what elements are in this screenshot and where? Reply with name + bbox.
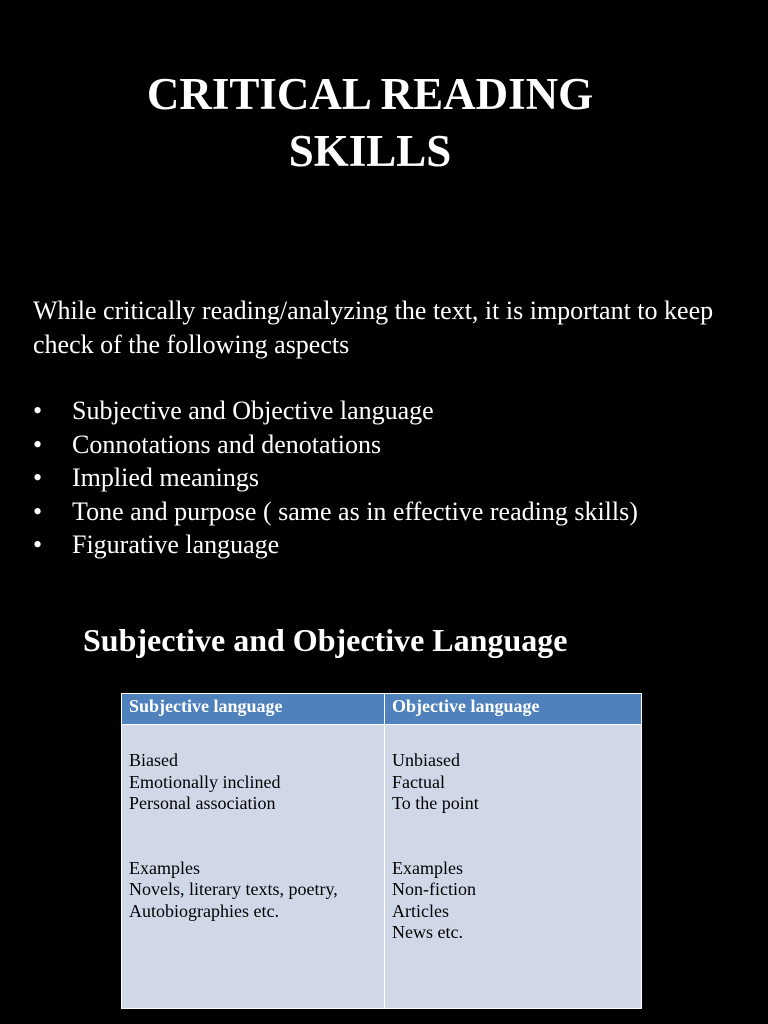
bullet-icon: • [33, 496, 43, 526]
table-row [122, 725, 642, 1009]
subjective-example: Autobiographies etc. [129, 900, 279, 921]
list-item-text: Tone and purpose ( same as in effective reading skills) [72, 496, 638, 526]
cell-spacer [129, 815, 377, 858]
bullet-icon: • [33, 530, 43, 559]
objective-examples-label: Examples [392, 857, 463, 878]
subjective-examples-label: Examples [129, 857, 200, 878]
comparison-table [121, 693, 642, 1009]
column-header-objective: Objective language [385, 694, 642, 725]
subjective-trait: Emotionally inclined [129, 771, 281, 792]
list-item-text: Figurative language [72, 530, 280, 559]
objective-trait: Factual [392, 771, 445, 792]
subjective-trait: Personal association [129, 793, 276, 813]
list-item-text: Connotations and denotations [72, 429, 382, 459]
aspects-list [33, 394, 638, 562]
list-item-text: Implied meanings [72, 463, 260, 492]
intro-paragraph: While critically reading/analyzing the text, it is important to keep check of the following aspects [33, 296, 714, 359]
subjective-cell [122, 725, 385, 1009]
objective-trait: Unbiased [392, 750, 460, 770]
section-heading: Subjective and Objective Language [83, 622, 568, 658]
list-item [33, 495, 638, 529]
bullet-icon: • [33, 429, 43, 459]
bullet-icon: • [33, 396, 43, 425]
list-item [33, 461, 638, 495]
objective-example: Non-fiction [392, 879, 476, 899]
objective-cell [385, 725, 642, 1009]
column-header-subjective: Subjective language [122, 694, 385, 725]
list-item [33, 394, 638, 428]
objective-example: News etc. [392, 922, 463, 942]
table-header-row [122, 694, 642, 725]
objective-example: Articles [392, 900, 449, 921]
list-item [33, 428, 638, 462]
slide-title [0, 66, 740, 180]
slide-title-line-2: SKILLS [288, 126, 452, 176]
list-item [33, 528, 638, 562]
objective-trait: To the point [392, 793, 479, 813]
subjective-example: Novels, literary texts, poetry, [129, 879, 338, 899]
subjective-trait: Biased [129, 750, 178, 770]
list-item-text: Subjective and Objective language [72, 396, 434, 425]
slide-title-line-1: CRITICAL READING [146, 69, 594, 119]
cell-spacer [392, 815, 634, 858]
bullet-icon: • [33, 463, 43, 492]
